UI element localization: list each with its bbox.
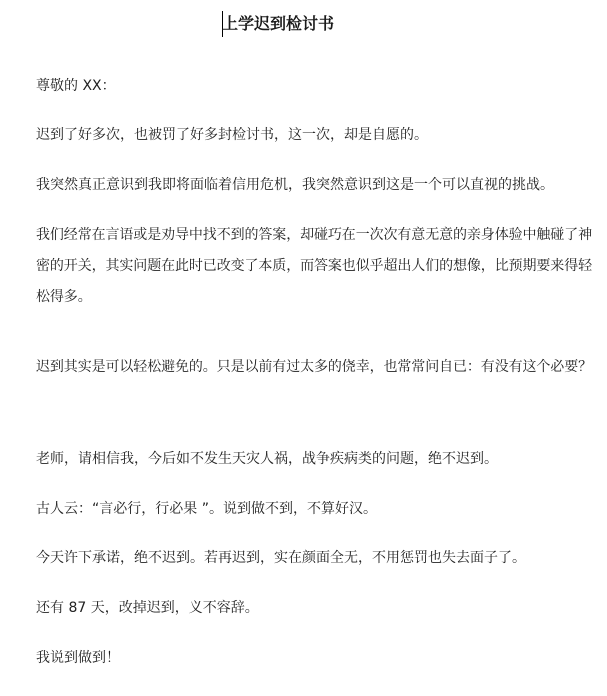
paragraph-7: 今天许下承诺，绝不迟到。若再迟到，实在颜面全无，不用惩罚也失去面子了。 <box>36 550 526 566</box>
paragraph-5: 老师，请相信我，今后如不发生天灾人祸，战争疾病类的问题，绝不迟到。 <box>36 451 498 467</box>
salutation: 尊敬的 XX： <box>36 78 116 94</box>
paragraph-9: 我说到做到！ <box>36 650 120 666</box>
paragraph-6: 古人云：“言必行，行必果 ”。说到做不到，不算好汉。 <box>36 501 377 517</box>
paragraph-4: 迟到其实是可以轻松避免的。只是以前有过太多的侥幸，也常常问自已：有没有这个必要？ <box>36 359 592 375</box>
document-title: 上学迟到检讨书 <box>222 14 335 33</box>
paragraph-2: 我突然真正意识到我即将面临着信用危机，我突然意识到这是一个可以直视的挑战。 <box>36 177 554 193</box>
paragraph-3: 我们经常在言语或是劝导中找不到的答案，却碰巧在一次次有意无意的亲身体验中触碰了神密的开关，其实问题在此时已改变了本质，而答案也似乎超出人们的想像，比预期要来得轻松得多。 <box>36 227 592 305</box>
paragraph-1: 迟到了好多次，也被罚了好多封检讨书，这一次，却是自愿的。 <box>36 127 428 143</box>
paragraph-8: 还有 87 天，改掉迟到，义不容辞。 <box>36 600 259 616</box>
